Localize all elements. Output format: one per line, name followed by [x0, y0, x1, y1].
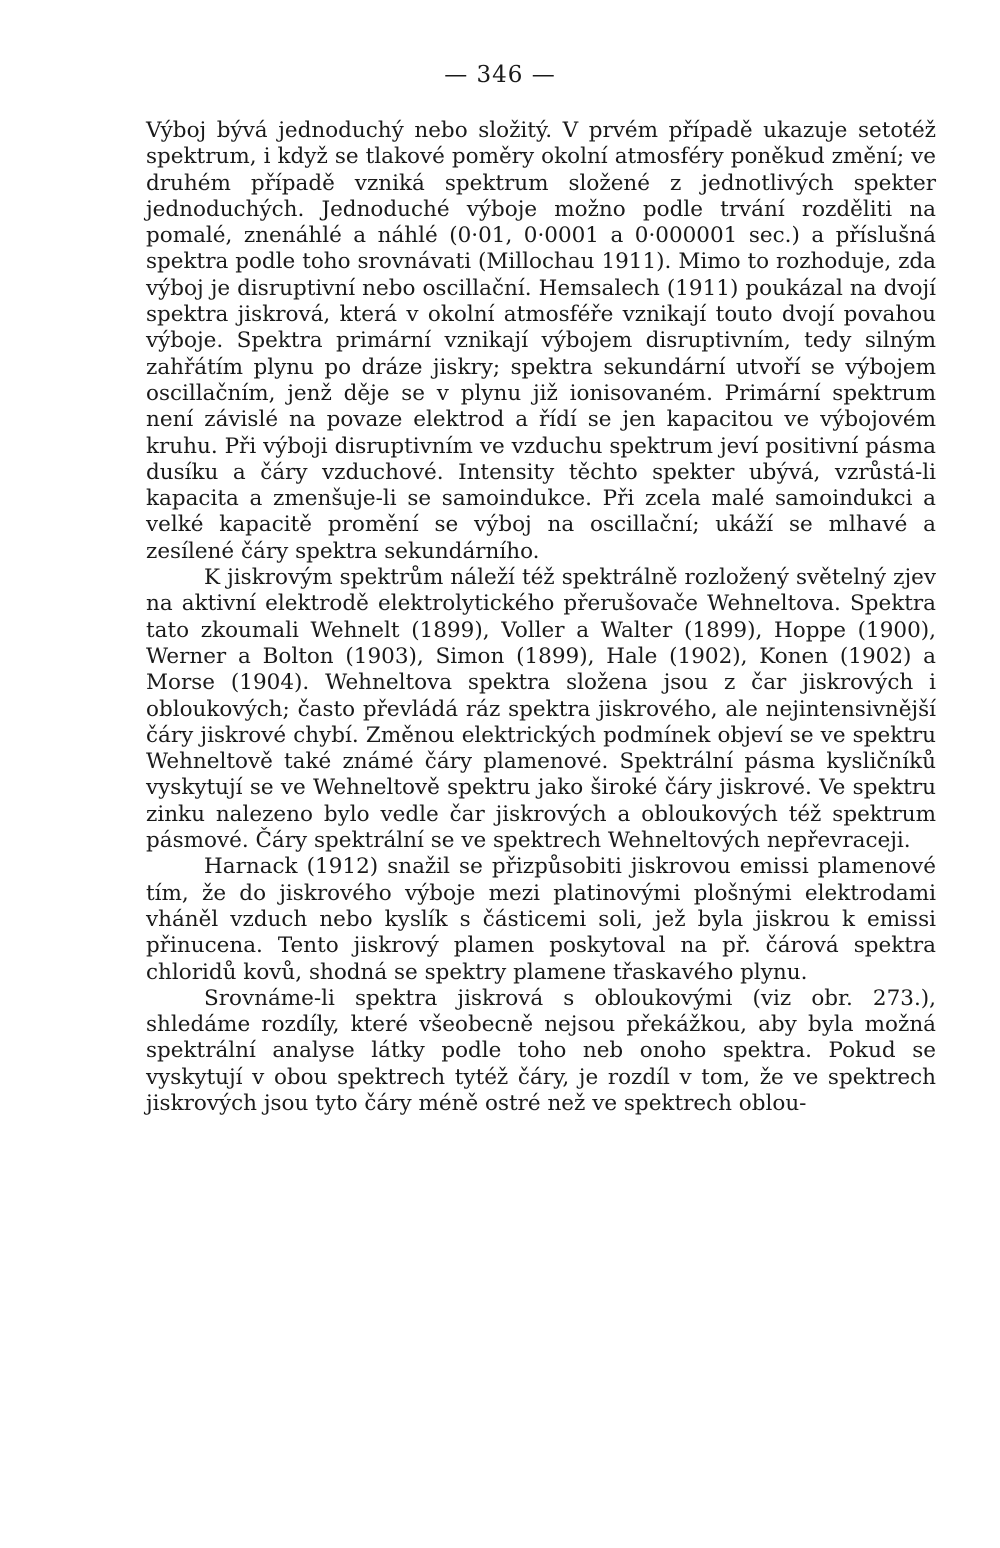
- page-number: — 346 —: [444, 62, 556, 88]
- body-text: [146, 118, 936, 1117]
- paragraph-1: Výboj bývá jednoduchý nebo složitý. V prvém případě ukazuje setotéž spektrum, i když se tlakové poměry okolní atmosféry poněkud změní; ve druhém případě vzniká spektrum složené z jednotlivých spekter jednoduchých. Jednoduché výboje možno podle trvání rozděliti na pomalé, znenáhlé a náhlé (0·01, 0·0001 a 0·000001 sec.) a příslušná spektra podle toho srovnávati (Millochau 1911). Mimo to rozhoduje, zda výboj je disruptivní nebo oscillační. Hemsalech (1911) poukázal na dvojí spektra jiskrová, která v okolní atmosféře vznikají touto dvojí povahou výboje. Spektra primární vznikají výbojem disruptivním, tedy silným zahřátím plynu po dráze jiskry; spektra sekundární utvoří se výbojem oscillačním, jenž děje se v plynu již ionisovaném. Primární spektrum není závislé na povaze elektrod a řídí se jen kapacitou ve výbojovém kruhu. Při výboji disruptivním ve vzduchu spektrum jeví positivní pásma dusíku a čáry vzduchové. Intensity těchto spekter ubývá, vzrůstá-li kapacita a zmenšuje-li se samoindukce. Při zcela malé samoindukci a velké kapacitě promění se výboj na oscillační; ukáží se mlhavé a zesílené čáry spektra sekundárního.: [146, 118, 936, 564]
- paragraph-4: Srovnáme-li spektra jiskrová s obloukovými (viz obr. 273.), shledáme rozdíly, které všeobecně nejsou překážkou, aby byla možná spektrální analyse látky podle toho neb onoho spektra. Pokud se vyskytují v obou spektrech tytéž čáry, je rozdíl v tom, že ve spektrech jiskrových jsou tyto čáry méně ostré než ve spektrech oblou-: [146, 985, 936, 1116]
- paragraph-3: Harnack (1912) snažil se přizpůsobiti jiskrovou emissi plamenové tím, že do jiskrového výboje mezi platinovými plošnými elektrodami vháněl vzduch nebo kyslík s částicemi soli, jež byla jiskrou k emissi přinucena. Tento jiskrový plamen poskytoval na př. čárová spektra chloridů kovů, shodná se spektry plamene třaskavého plynu.: [146, 854, 936, 985]
- paragraph-2: K jiskrovým spektrům náleží též spektrálně rozložený světelný zjev na aktivní elektrodě elektrolytického přerušovače Wehneltova. Spektra tato zkoumali Wehnelt (1899), Voller a Walter (1899), Hoppe (1900), Werner a Bolton (1903), Simon (1899), Hale (1902), Konen (1902) a Morse (1904). Wehneltova spektra složena jsou z čar jiskrových i obloukových; často převládá ráz spektra jiskrového, ale nejintensivnější čáry jiskrové chybí. Změnou elektrických podmínek objeví se ve spektru Wehneltově také známé čáry plamenové. Spektrální pásma kysličníků vyskytují se ve Wehneltově spektru jako široké čáry jiskrové. Ve spektru zinku nalezeno bylo vedle čar jiskrových a obloukových též spektrum pásmové. Čáry spektrální se ve spektrech Wehneltových nepřevraceji.: [146, 565, 936, 854]
